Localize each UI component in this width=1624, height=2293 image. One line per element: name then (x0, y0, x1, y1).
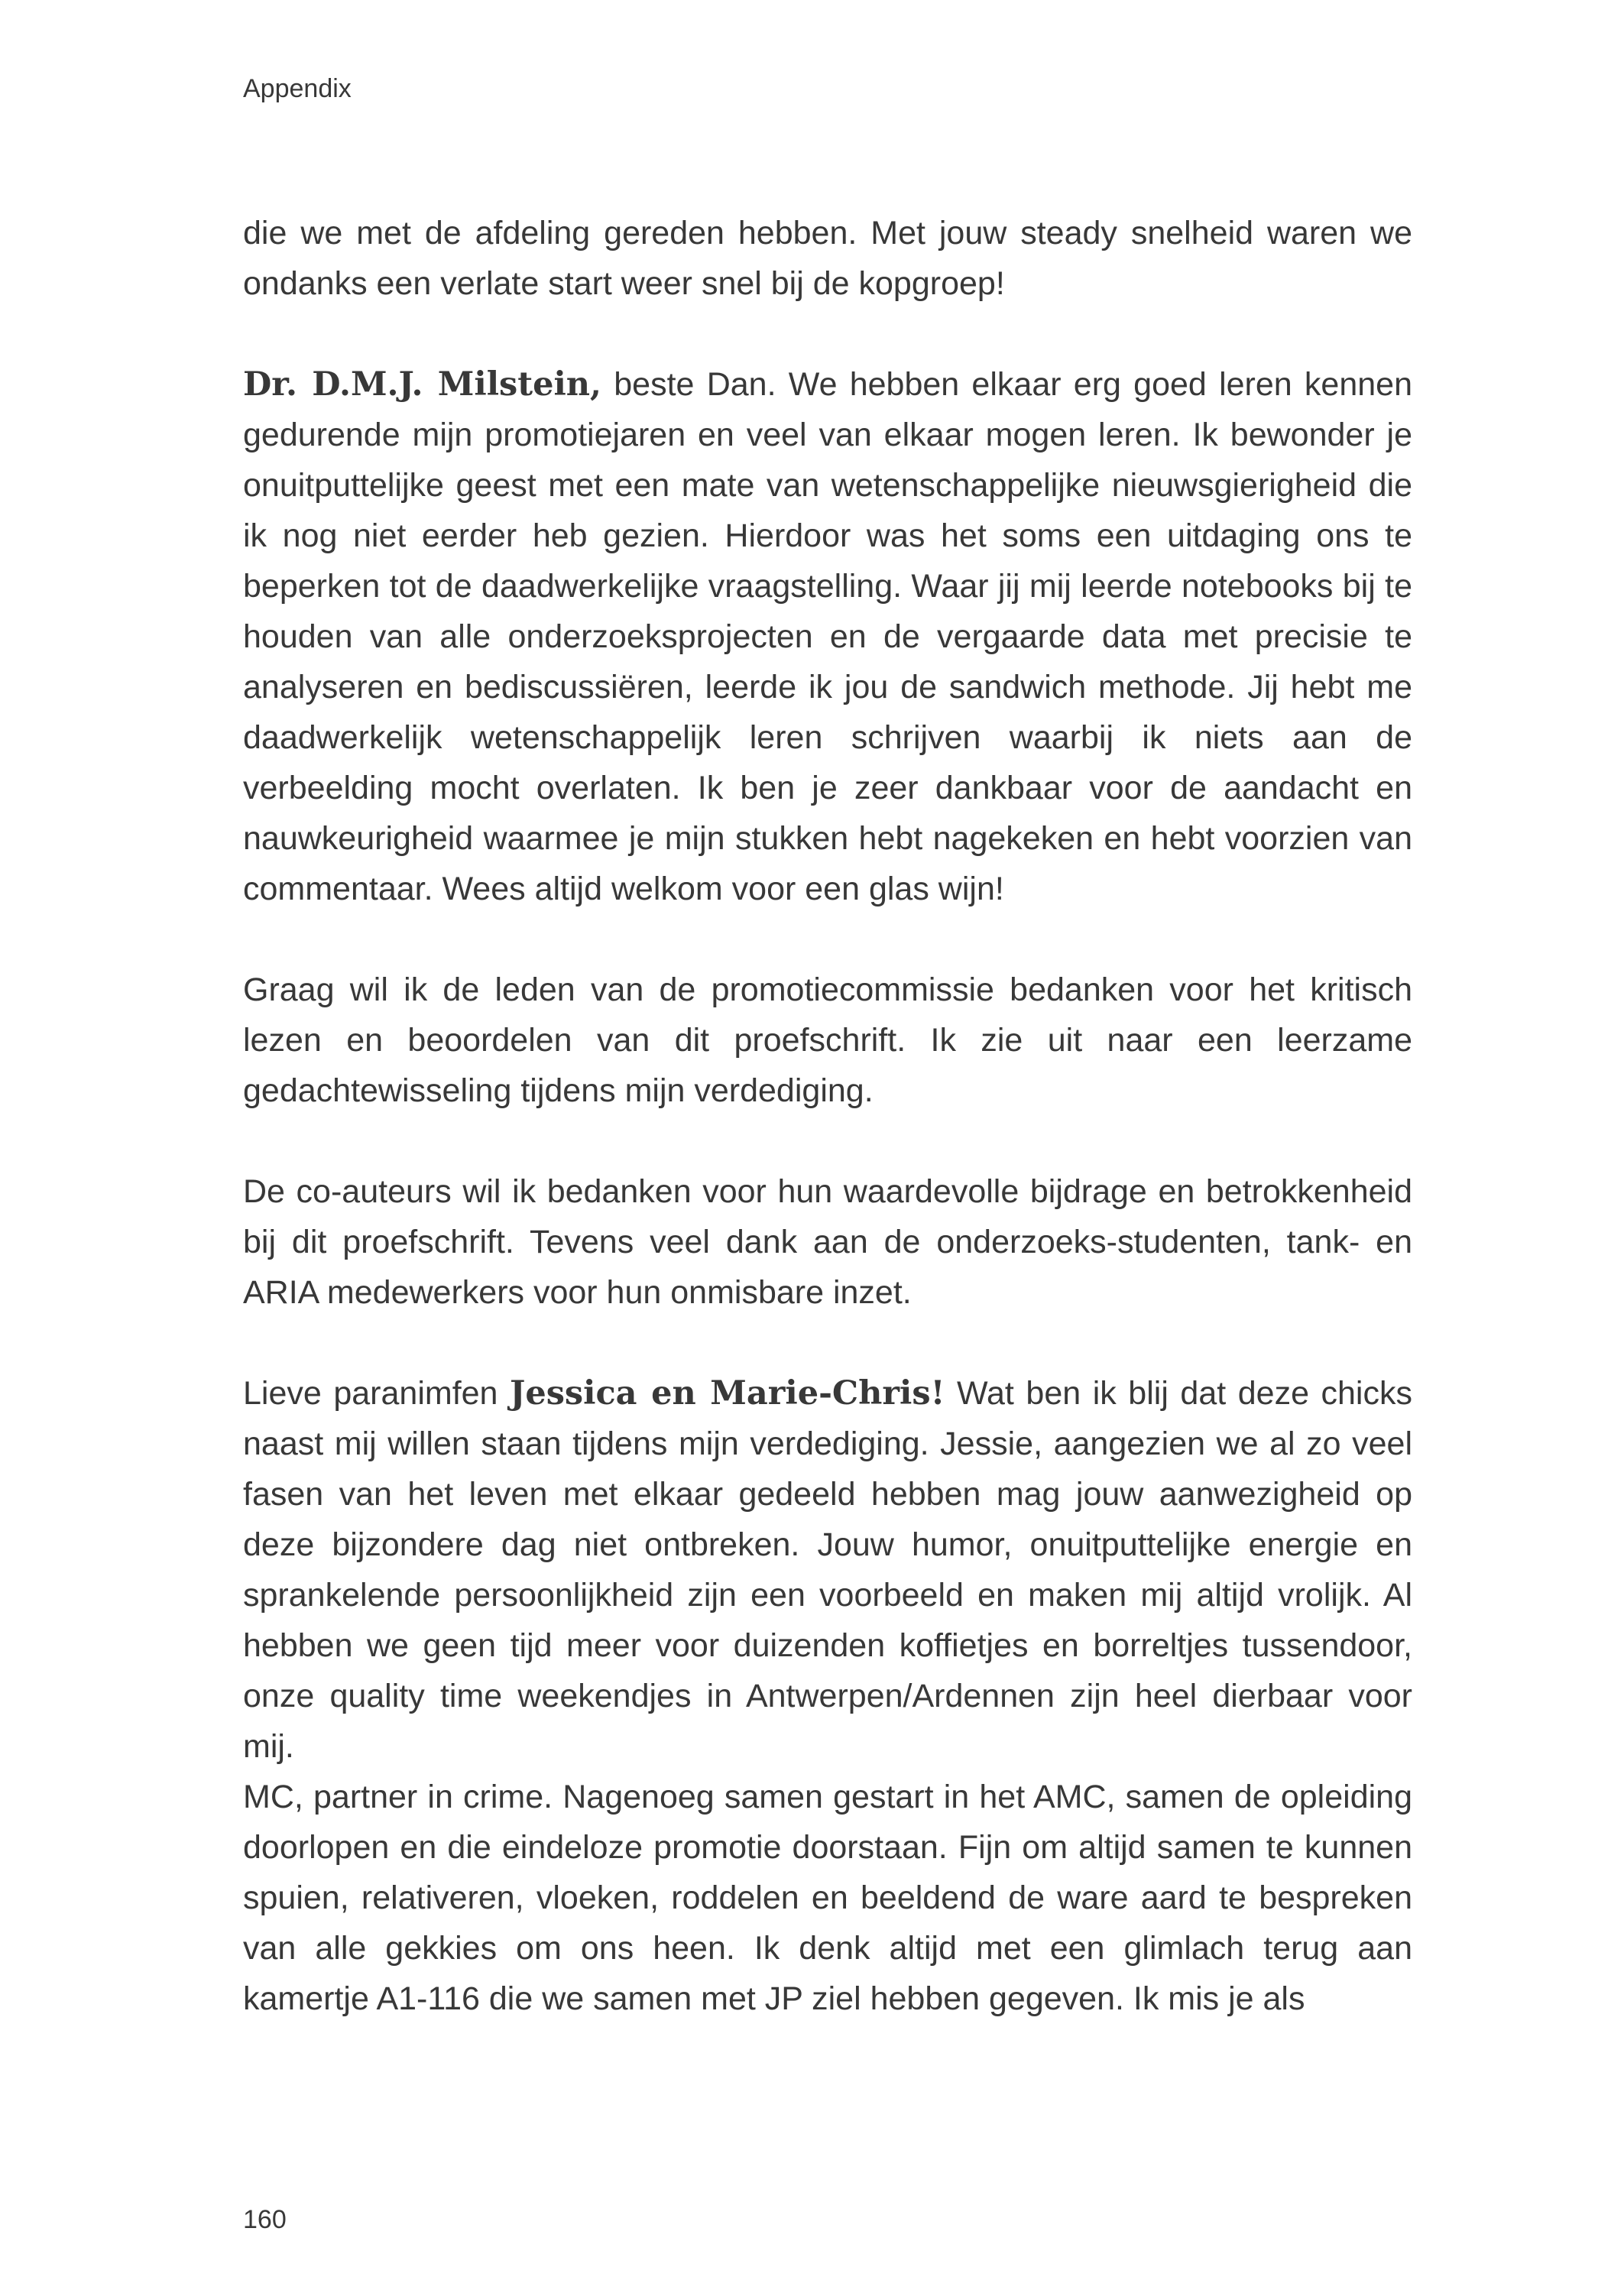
page-number: 160 (243, 2205, 287, 2234)
paragraph-text: MC, partner in crime. Nagenoeg samen gestart in het AMC, samen de opleiding doorlopen en die eindeloze promotie doorstaan. Fijn om altijd samen te kunnen spuien, relativeren, vloeken, roddelen en beeldend de ware aard te bespreken van alle gekkies om ons heen. Ik denk altijd met een glimlach terug aan kamertje A1-116 die we samen met JP ziel hebben gegeven. Ik mis je als (243, 1779, 1412, 2017)
paragraph-text: die we met de afdeling gereden hebben. Met jouw steady snelheid waren we ondanks een verlate start weer snel bij de kopgroep! (243, 215, 1412, 302)
paragraph-paranimfen (243, 1368, 1412, 1772)
running-header: Appendix (243, 74, 352, 103)
paragraph-promotiecommissie (243, 965, 1412, 1116)
page-body (243, 208, 1412, 2024)
paragraph-text: beste Dan. We hebben elkaar erg goed leren kennen gedurende mijn promotiejaren en veel van elkaar mogen leren. Ik bewonder je onuitputtelijke geest met een mate van wetenschappelijke nieuwsgierigheid die ik nog niet eerder heb gezien. Hierdoor was het soms een uitdaging ons te beperken tot de daadwerkelijke vraagstelling. Waar jij mij leerde notebooks bij te houden van alle onderzoeksprojecten en de vergaarde data met precisie te analyseren en bediscussiëren, leerde ik jou de sandwich methode. Jij hebt me daadwerkelijk wetenschappelijk leren schrijven waarbij ik niets aan de verbeelding mocht overlaten. Ik ben je zeer dankbaar voor de aandacht en nauwkeurigheid waarmee je mijn stukken hebt nagekeken en hebt voorzien van commentaar. Wees altijd welkom voor een glas wijn! (243, 366, 1412, 907)
bold-name-paranimfen: Jessica en Marie-Chris! (510, 1374, 945, 1412)
bold-name-milstein: Dr. D.M.J. Milstein, (243, 365, 602, 404)
paragraph-milstein (243, 359, 1412, 914)
paragraph-text: Graag wil ik de leden van de promotiecommissie bedanken voor het kritisch lezen en beoordelen van dit proefschrift. Ik zie uit naar een leerzame gedachtewisseling tijdens mijn verdediging. (243, 971, 1412, 1109)
paragraph-text: Wat ben ik blij dat deze chicks naast mij willen staan tijdens mijn verdediging. Jessie, aangezien we al zo veel fasen van het leven met elkaar gedeeld hebben mag jouw aanwezigheid op deze bijzondere dag niet ontbreken. Jouw humor, onuitputtelijke energie en sprankelende persoonlijkheid zijn een voorbeeld en maken mij altijd vrolijk. Al hebben we geen tijd meer voor duizenden koffietjes en borreltjes tussendoor, onze quality time weekendjes in Antwerpen/Ardennen zijn heel dierbaar voor mij. (243, 1375, 1412, 1765)
paragraph-co-auteurs (243, 1166, 1412, 1318)
paragraph-text: De co-auteurs wil ik bedanken voor hun waardevolle bijdrage en betrokkenheid bij dit proefschrift. Tevens veel dank aan de onderzoeks-studenten, tank- en ARIA medewerkers voor hun onmisbare inzet. (243, 1173, 1412, 1311)
paragraph-text: Lieve paranimfen (243, 1375, 511, 1412)
paragraph-mc (243, 1772, 1412, 2024)
paragraph-cycling (243, 208, 1412, 309)
